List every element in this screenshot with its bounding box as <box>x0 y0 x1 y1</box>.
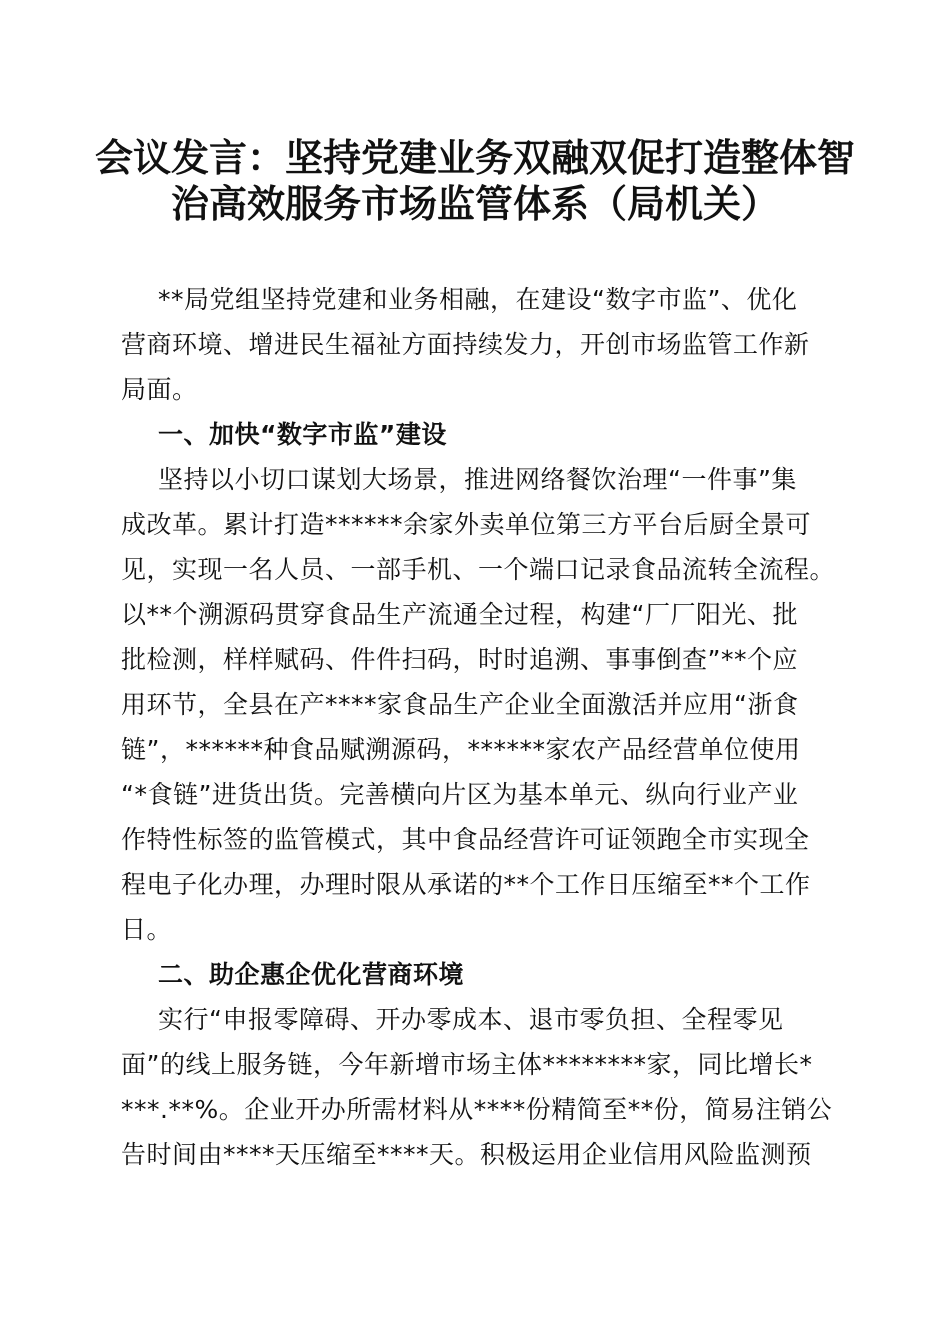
intro-line-1: **局党组坚持党建和业务相融，在建设“数字市监”、优化 <box>158 285 798 314</box>
section-1-line-2: 成改革。累计打造******余家外卖单位第三方平台后厨全景可 <box>121 510 812 539</box>
section-1-line-10: 程电子化办理，办理时限从承诺的**个工作日压缩至**个工作 <box>121 870 811 899</box>
intro-line-3: 局面。 <box>121 375 198 404</box>
section-2-line-1: 实行“申报零障碍、开办零成本、退市零负担、全程零见 <box>158 1005 784 1034</box>
section-2-line-2: 面”的线上服务链，今年新增市场主体********家，同比增长* <box>121 1050 813 1079</box>
section-1-line-5: 批检测，样样赋码、件件扫码，时时追溯、事事倒查”**个应 <box>121 645 798 674</box>
section-1-line-8: “*食链”进货出货。完善横向片区为基本单元、纵向行业产业 <box>121 780 799 809</box>
section-1-line-3: 见，实现一名人员、一部手机、一个端口记录食品流转全流程。 <box>121 555 836 584</box>
section-2-line-4: 告时间由****天压缩至****天。积极运用企业信用风险监测预 <box>121 1140 812 1169</box>
intro-line-2: 营商环境、增进民生福祉方面持续发力，开创市场监管工作新 <box>121 330 810 359</box>
section-1-line-4: 以**个溯源码贯穿食品生产流通全过程，构建“厂厂阳光、批 <box>121 600 798 629</box>
section-1-line-9: 作特性标签的监管模式，其中食品经营许可证领跑全市实现全 <box>121 825 810 854</box>
section-2-line-3: ***.**%。企业开办所需材料从****份精简至**份，简易注销公 <box>121 1095 833 1124</box>
section-1-line-6: 用环节，全县在产****家食品生产企业全面激活并应用“浙食 <box>121 690 799 719</box>
section-1-line-11: 日。 <box>121 915 173 944</box>
document-title-line-1: 会议发言：坚持党建业务双融双促打造整体智 <box>94 135 855 180</box>
section-2-heading: 二、助企惠企优化营商环境 <box>158 960 465 989</box>
section-1-heading: 一、加快“数字市监”建设 <box>158 420 447 449</box>
section-1-line-7: 链”，******种食品赋溯源码，******家农产品经营单位使用 <box>121 735 801 764</box>
section-1-line-1: 坚持以小切口谋划大场景，推进网络餐饮治理“一件事”集 <box>158 465 797 494</box>
document-title-line-2: 治高效服务市场监管体系（局机关） <box>170 181 779 226</box>
